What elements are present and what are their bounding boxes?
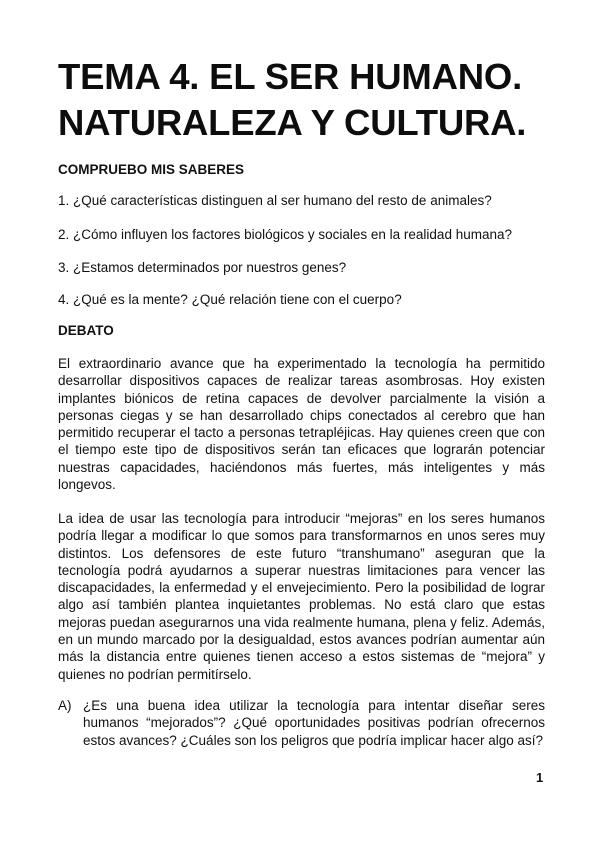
question-2: 2. ¿Cómo influyen los factores biológicos y sociales en la realidad humana? bbox=[58, 227, 512, 242]
question-1: 1. ¿Qué características distinguen al ser humano del resto de animales? bbox=[58, 193, 492, 208]
paragraph-2: La idea de usar las tecnología para introducir “mejoras” en los seres humanos podría llegar a modificar lo que somos para transformarnos en unos seres muy distintos. Los defensores de este futuro “transhumano” aseguran que la tecnología podrá ayudarnos a superar nuestras limitaciones para vencer las discapacidades, la enfermedad y el envejecimiento. Pero la posibilidad de lograr algo así también plantea inquietantes problemas. No está claro que estas mejoras puedan asegurarnos una vida realmente humana, plena y feliz. Además, en un mundo marcado por la desigualdad, estos avances podrían aumentar aún más la distancia entre quienes tienen acceso a estos sistemas de “mejora” y quienes no podrían permitírselo. bbox=[58, 511, 545, 682]
paragraph-1: El extraordinario avance que ha experimentado la tecnología ha permitido desarrollar dispositivos capaces de realizar tareas asombrosas. Hoy existen implantes biónicos de retina capaces de devolver parcialmente la visión a personas ciegas y se han desarrollado chips conectados al cerebro que han permitido recuperar el tacto a personas tetrapléjicas. Hay quienes creen que con el tiempo este tipo de dispositivos serán tan eficaces que lograrán potenciar nuestras capacidades, haciéndonos más fuertes, más inteligentes y más longevos. bbox=[58, 356, 545, 493]
title-line-2: NATURALEZA Y CULTURA. bbox=[58, 102, 527, 143]
question-4: 4. ¿Qué es la mente? ¿Qué relación tiene con el cuerpo? bbox=[58, 292, 402, 307]
question-3: 3. ¿Estamos determinados por nuestros genes? bbox=[58, 260, 347, 275]
debate-question-text: ¿Es una buena idea utilizar la tecnología para intentar diseñar seres humanos “mejorados”? ¿Qué oportunidades positivas podrían ofrecernos estos avances? ¿Cuáles son los peligros que podría implicar hacer algo así? bbox=[83, 698, 545, 748]
title-line-1: TEMA 4. EL SER HUMANO. bbox=[58, 56, 523, 97]
page-title bbox=[58, 54, 558, 146]
section-heading-debato: DEBATO bbox=[58, 323, 114, 338]
page-number: 1 bbox=[536, 770, 544, 785]
debate-question-a bbox=[58, 697, 545, 749]
section-heading-compruebo: COMPRUEBO MIS SABERES bbox=[58, 162, 245, 177]
debate-question-label: A) bbox=[58, 698, 72, 713]
